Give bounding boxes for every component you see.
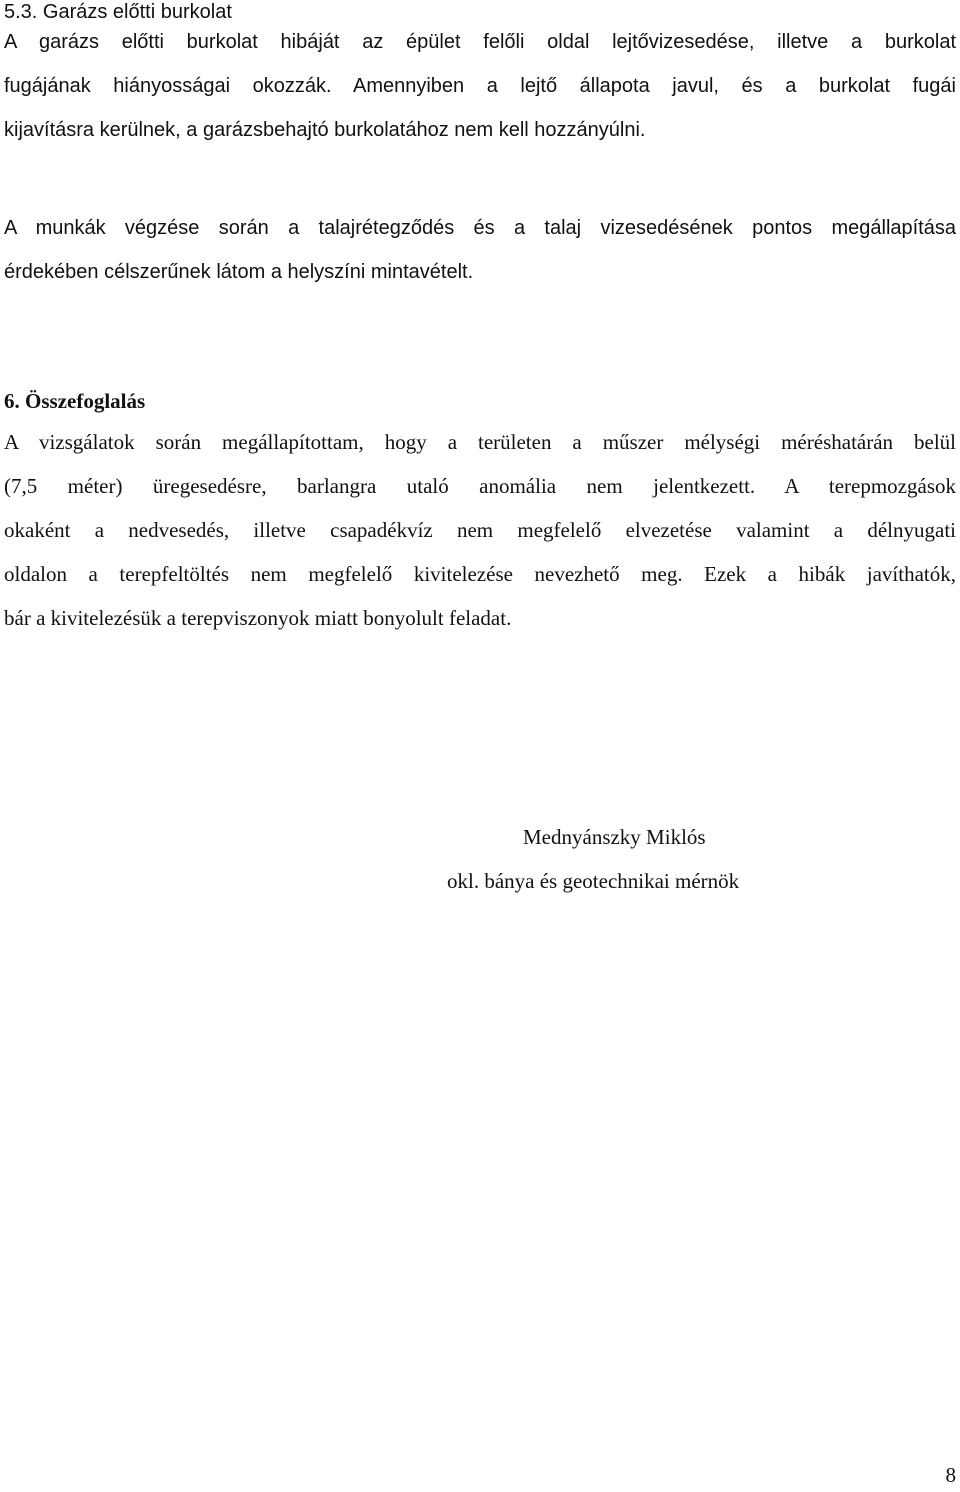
paragraph-line: A vizsgálatok során megállapítottam, hogy a területen a műszer mélységi méréshatárán belül — [4, 430, 956, 454]
paragraph-line: kijavításra kerülnek, a garázsbehajtó burkolatához nem kell hozzányúlni. — [4, 119, 646, 141]
paragraph-line: bár a kivitelezésük a terepviszonyok miatt bonyolult feladat. — [4, 606, 512, 630]
section-6-heading: 6. Összefoglalás — [4, 389, 146, 413]
paragraph-line: okaként a nedvesedés, illetve csapadékvíz nem megfelelő elvezetése valamint a délnyugati — [4, 518, 956, 542]
work-note-paragraph — [4, 206, 956, 294]
section-5-3-paragraph — [4, 20, 956, 152]
section-5-3-heading: 5.3. Garázs előtti burkolat — [4, 1, 232, 23]
paragraph-line: fugájának hiányosságai okozzák. Amennyiben a lejtő állapota javul, és a burkolat fugái — [4, 75, 956, 97]
paragraph-line: (7,5 méter) üregesedésre, barlangra utaló anomália nem jelentkezett. A terepmozgások — [4, 474, 956, 498]
signature-name: Mednyánszky Miklós — [523, 825, 706, 849]
paragraph-line: A garázs előtti burkolat hibáját az épület felőli oldal lejtővizesedése, illetve a burkolat — [4, 31, 956, 53]
paragraph-line: oldalon a terepfeltöltés nem megfelelő kivitelezése nevezhető meg. Ezek a hibák javíthatók, — [4, 562, 956, 586]
paragraph-line: A munkák végzése során a talajrétegződés és a talaj vizesedésének pontos megállapítása — [4, 217, 956, 239]
page-number: 8 — [945, 1463, 956, 1487]
signature-title: okl. bánya és geotechnikai mérnök — [447, 869, 740, 893]
paragraph-line: érdekében célszerűnek látom a helyszíni mintavételt. — [4, 261, 474, 283]
summary-paragraph — [4, 420, 956, 640]
